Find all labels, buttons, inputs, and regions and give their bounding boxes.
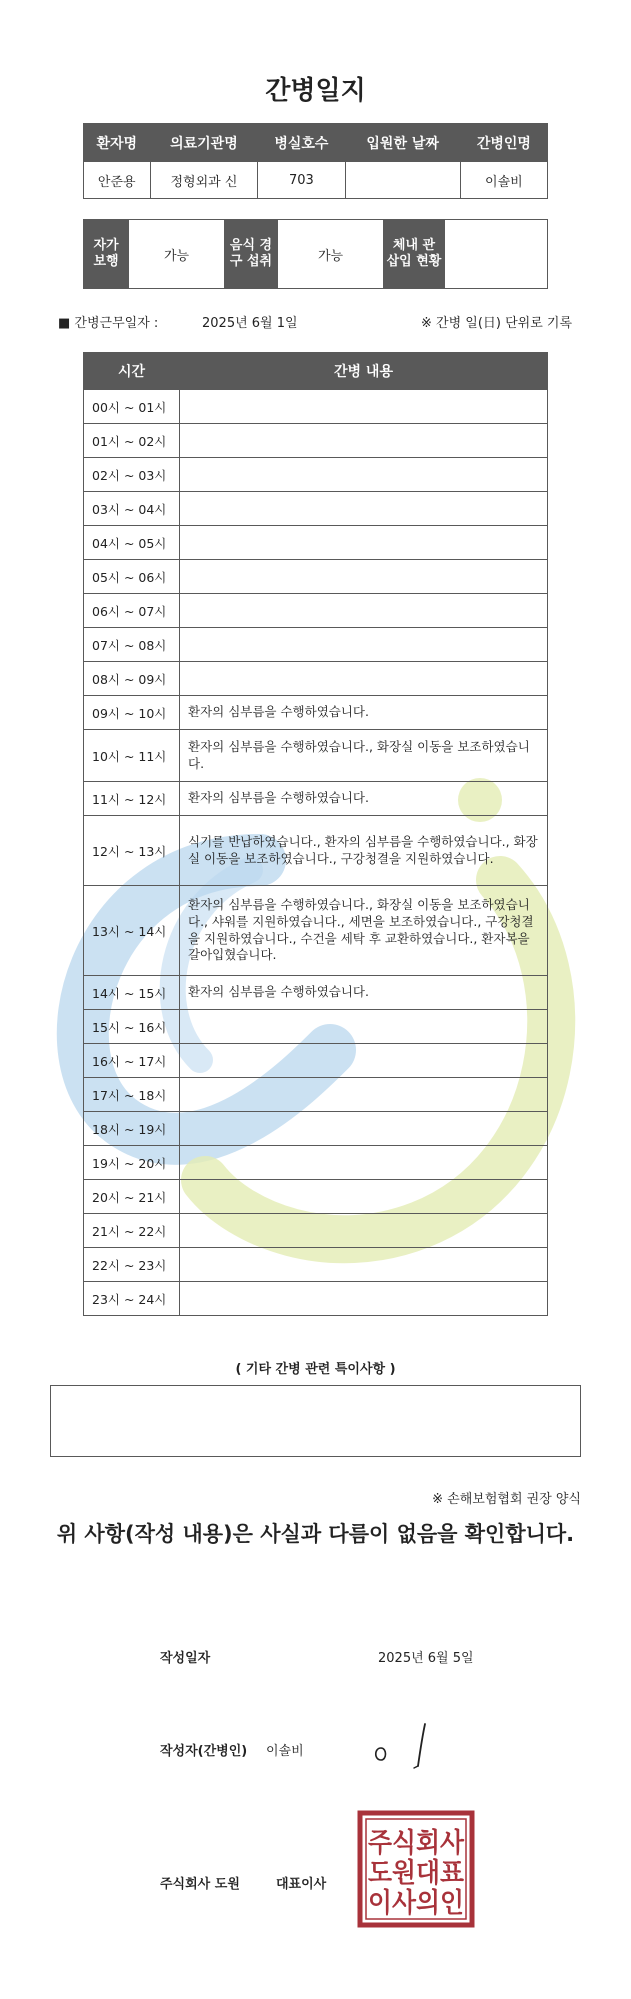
care-row (84, 1214, 548, 1248)
care-time-cell: 06시 ~ 07시 (84, 594, 180, 628)
hospital-header: 의료기관명 (150, 124, 258, 162)
hospital-value: 정형외과 신 (150, 162, 258, 199)
care-row (84, 1146, 548, 1180)
svg-text:도원대표: 도원대표 (368, 1858, 473, 1889)
care-row (84, 696, 548, 730)
care-content-cell: 환자의 심부름을 수행하였습니다., 화장실 이동을 보조하였습니다., 샤워를 지원하였습니다., 세면을 보조하였습니다., 구강청결을 지원하였습니다., 수건을 세탁 후 교환하였습니다., 환자복을 갈아입혔습니다. (180, 886, 548, 976)
care-row (84, 730, 548, 782)
admission-date-value (345, 162, 460, 199)
care-content-cell (180, 1010, 548, 1044)
care-log-table (83, 352, 548, 1316)
care-row (84, 1180, 548, 1214)
catheter-value (445, 220, 548, 289)
care-content-cell (180, 560, 548, 594)
care-time-cell: 01시 ~ 02시 (84, 424, 180, 458)
care-row (84, 782, 548, 816)
care-row (84, 1010, 548, 1044)
patient-name-value: 안준용 (84, 162, 151, 199)
care-content-cell (180, 662, 548, 696)
care-content-cell (180, 628, 548, 662)
care-time-cell: 17시 ~ 18시 (84, 1078, 180, 1112)
care-time-cell: 02시 ~ 03시 (84, 458, 180, 492)
written-date-value: 2025년 6월 5일 (378, 1651, 474, 1666)
care-content-cell: 환자의 심부름을 수행하였습니다. (180, 696, 548, 730)
care-row (84, 594, 548, 628)
care-time-cell: 04시 ~ 05시 (84, 526, 180, 560)
care-row (84, 816, 548, 886)
care-time-cell: 22시 ~ 23시 (84, 1248, 180, 1282)
care-time-cell: 12시 ~ 13시 (84, 816, 180, 886)
care-time-cell: 10시 ~ 11시 (84, 730, 180, 782)
care-time-cell: 21시 ~ 22시 (84, 1214, 180, 1248)
info-header-row (84, 124, 548, 162)
status-row (84, 220, 548, 289)
writer-label: 작성자(간병인) (160, 1744, 248, 1759)
content-header: 간병 내용 (180, 353, 548, 390)
care-content-cell (180, 458, 548, 492)
caregiver-header: 간병인명 (460, 124, 547, 162)
special-notes-title: ( 기타 간병 관련 특이사항 ) (235, 1362, 396, 1377)
care-row (84, 628, 548, 662)
svg-text:주식회사: 주식회사 (368, 1828, 473, 1859)
care-time-cell: 09시 ~ 10시 (84, 696, 180, 730)
care-time-cell: 15시 ~ 16시 (84, 1010, 180, 1044)
care-row (84, 526, 548, 560)
care-content-cell (180, 1248, 548, 1282)
company-name: 주식회사 도원 (160, 1877, 240, 1892)
care-row (84, 662, 548, 696)
care-row (84, 424, 548, 458)
work-date-label: ■ 간병근무일자 : (58, 316, 159, 331)
care-log-body (84, 353, 548, 1316)
room-header: 병실호수 (258, 124, 345, 162)
care-row (84, 1282, 548, 1316)
care-content-cell (180, 1078, 548, 1112)
care-row (84, 560, 548, 594)
admission-date-header: 입원한 날짜 (345, 124, 460, 162)
work-date-note: ※ 간병 일(日) 단위로 기록 (421, 316, 573, 331)
care-content-cell: 환자의 심부름을 수행하였습니다. (180, 782, 548, 816)
patient-name-header: 환자명 (84, 124, 151, 162)
care-row (84, 886, 548, 976)
care-row (84, 1112, 548, 1146)
care-content-cell (180, 1214, 548, 1248)
care-row (84, 1248, 548, 1282)
catheter-label: 체내 관 삽입 현황 (384, 220, 445, 289)
care-time-cell: 14시 ~ 15시 (84, 976, 180, 1010)
care-time-cell: 18시 ~ 19시 (84, 1112, 180, 1146)
ceo-label: 대표이사 (276, 1877, 327, 1892)
care-time-cell: 00시 ~ 01시 (84, 390, 180, 424)
care-time-cell: 07시 ~ 08시 (84, 628, 180, 662)
care-time-cell: 16시 ~ 17시 (84, 1044, 180, 1078)
work-date-value: 2025년 6월 1일 (202, 316, 298, 331)
confirmation-statement: 위 사항(작성 내용)은 사실과 다름이 없음을 확인합니다. (56, 1522, 575, 1546)
svg-text:이사의인: 이사의인 (368, 1888, 473, 1919)
care-row (84, 492, 548, 526)
care-content-cell: 환자의 심부름을 수행하였습니다. (180, 976, 548, 1010)
writer-name: 이솔비 (266, 1744, 304, 1759)
care-time-cell: 19시 ~ 20시 (84, 1146, 180, 1180)
care-content-cell (180, 1282, 548, 1316)
self-walk-value: 가능 (129, 220, 225, 289)
care-content-cell (180, 594, 548, 628)
company-seal (357, 1810, 475, 1928)
care-time-cell: 03시 ~ 04시 (84, 492, 180, 526)
care-content-cell (180, 1180, 548, 1214)
association-note: ※ 손해보험협회 권장 양식 (432, 1492, 581, 1507)
care-content-cell (180, 526, 548, 560)
oral-intake-label: 음식 경구 섭취 (225, 220, 278, 289)
oral-intake-value: 가능 (278, 220, 384, 289)
care-row (84, 390, 548, 424)
care-content-cell (180, 1146, 548, 1180)
care-row (84, 458, 548, 492)
care-time-cell: 08시 ~ 09시 (84, 662, 180, 696)
care-content-cell: 환자의 심부름을 수행하였습니다., 화장실 이동을 보조하였습니다. (180, 730, 548, 782)
care-content-cell (180, 492, 548, 526)
patient-info-table (83, 123, 548, 199)
care-content-cell (180, 424, 548, 458)
room-value: 703 (258, 162, 345, 199)
status-table (83, 219, 548, 289)
page-title: 간병일지 (265, 76, 366, 106)
care-content-cell (180, 1112, 548, 1146)
care-row (84, 1078, 548, 1112)
self-walk-label: 자가 보행 (84, 220, 129, 289)
caregiver-value: 이솔비 (460, 162, 547, 199)
care-row (84, 1044, 548, 1078)
care-time-cell: 23시 ~ 24시 (84, 1282, 180, 1316)
special-notes-box (50, 1385, 581, 1457)
care-time-cell: 20시 ~ 21시 (84, 1180, 180, 1214)
care-row (84, 976, 548, 1010)
care-time-cell: 13시 ~ 14시 (84, 886, 180, 976)
care-content-cell (180, 390, 548, 424)
written-date-label: 작성일자 (160, 1651, 211, 1666)
care-content-cell (180, 1044, 548, 1078)
time-header: 시간 (84, 353, 180, 390)
care-content-cell: 식기를 반납하였습니다., 환자의 심부름을 수행하였습니다., 화장실 이동을 보조하였습니다., 구강청결을 지원하였습니다. (180, 816, 548, 886)
care-header-row (84, 353, 548, 390)
care-time-cell: 05시 ~ 06시 (84, 560, 180, 594)
handwritten-signature (370, 1718, 450, 1773)
care-time-cell: 11시 ~ 12시 (84, 782, 180, 816)
info-value-row (84, 162, 548, 199)
